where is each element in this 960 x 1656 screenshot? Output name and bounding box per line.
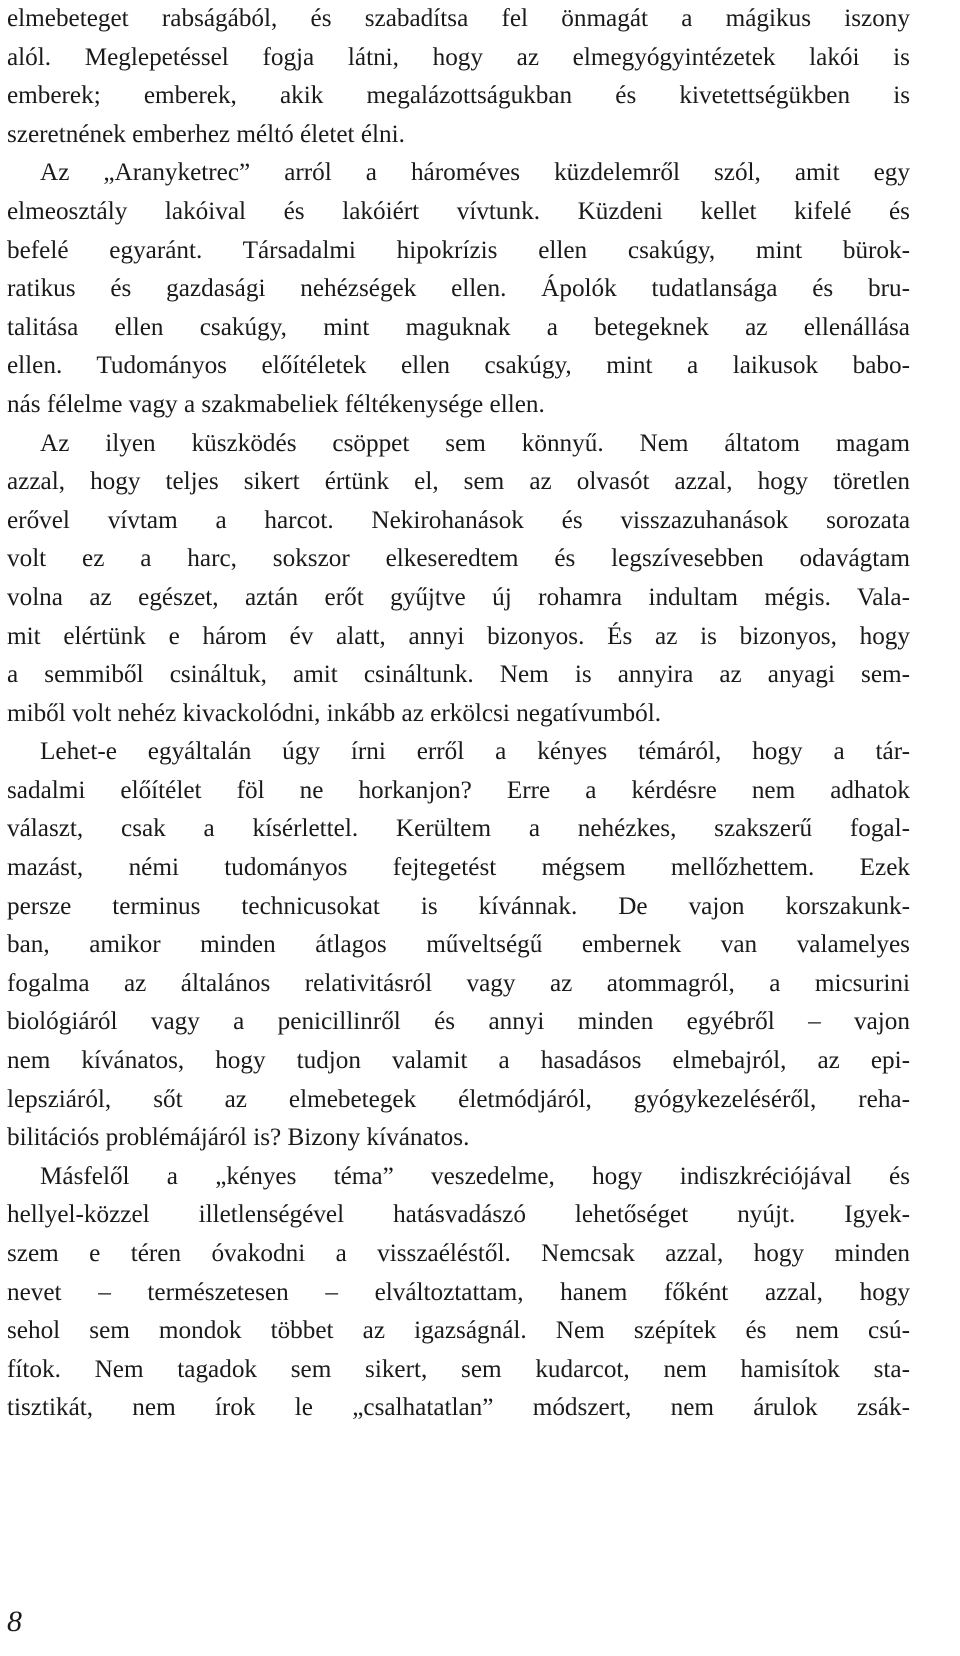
text-line: miből volt nehéz kivackolódni, inkább az erkölcsi negatívumból. xyxy=(7,699,662,727)
text-line: talitása ellen csakúgy, mint maguknak a betegeknek az ellenállása xyxy=(7,313,910,341)
text-line: erővel vívtam a harcot. Nekirohanások és visszazuhanások sorozata xyxy=(7,506,910,534)
text-line: sadalmi előítélet föl ne horkanjon? Erre a kérdésre nem adhatok xyxy=(7,776,910,804)
text-line: lepsziáról, sőt az elmebetegek életmódjáról, gyógykezeléséről, reha- xyxy=(7,1085,910,1113)
text-line: elmebeteget rabságából, és szabadítsa fel önmagát a mágikus iszony xyxy=(7,5,910,32)
text-line: biológiáról vagy a penicillinről és annyi minden egyébről – vajon xyxy=(7,1008,910,1036)
text-line: Lehet-e egyáltalán úgy írni erről a kényes témáról, hogy a tár- xyxy=(40,738,910,766)
text-line: persze terminus technicusokat is kívánnak. De vajon korszakunk- xyxy=(7,892,910,920)
text-line: Az „Aranyketrec” arról a hároméves küzdelemről szól, amit egy xyxy=(40,159,910,187)
text-line: bilitációs problémájáról is? Bizony kívánatos. xyxy=(7,1124,470,1152)
text-line: nevet – természetesen – elváltoztattam, hanem főként azzal, hogy xyxy=(7,1278,910,1306)
text-line: Az ilyen küszködés csöppet sem könnyű. Nem áltatom magam xyxy=(40,429,910,457)
text-line: választ, csak a kísérlettel. Kerültem a nehézkes, szakszerű fogal- xyxy=(7,815,910,843)
text-line: nem kívánatos, hogy tudjon valamit a hasadásos elmebajról, az epi- xyxy=(7,1047,910,1075)
text-line: Másfelől a „kényes téma” veszedelme, hogy indiszkréciójával és xyxy=(40,1162,910,1190)
text-line: fítok. Nem tagadok sem sikert, sem kudarcot, nem hamisítok sta- xyxy=(7,1355,910,1383)
text-line: sehol sem mondok többet az igazságnál. Nem szépítek és nem csú- xyxy=(7,1317,910,1345)
text-line: szem e téren óvakodni a visszaéléstől. Nemcsak azzal, hogy minden xyxy=(7,1240,910,1267)
text-line: mit elértünk e három év alatt, annyi bizonyos. És az is bizonyos, hogy xyxy=(7,622,910,650)
text-line: mazást, némi tudományos fejtegetést mégsem mellőzhettem. Ezek xyxy=(7,854,910,882)
page-number: 8 xyxy=(7,1605,22,1638)
text-line: ellen. Tudományos előítéletek ellen csakúgy, mint a laikusok babo- xyxy=(7,352,910,380)
text-line: volt ez a harc, sokszor elkeseredtem és legszívesebben odavágtam xyxy=(7,545,910,573)
text-line: hellyel-közzel illetlenségével hatásvadászó lehetőséget nyújt. Igyek- xyxy=(7,1201,910,1229)
text-line: emberek; emberek, akik megalázottságukban és kivetettségükben is xyxy=(7,82,910,110)
body-text xyxy=(7,0,910,1428)
text-line: volna az egészet, aztán erőt gyűjtve új rohamra indultam mégis. Vala- xyxy=(7,583,910,611)
text-line: azzal, hogy teljes sikert értünk el, sem az olvasót azzal, hogy töretlen xyxy=(7,468,910,496)
text-line: tisztikát, nem írok le „csalhatatlan” módszert, nem árulok zsák- xyxy=(7,1394,910,1422)
text-line: szeretnének emberhez méltó életet élni. xyxy=(7,120,405,148)
text-line: a semmiből csináltuk, amit csináltunk. Nem is annyira az anyagi sem- xyxy=(7,661,910,689)
text-line: elmeosztály lakóival és lakóiért vívtunk. Küzdeni kellet kifelé és xyxy=(7,197,910,225)
text-line: ban, amikor minden átlagos műveltségű embernek van valamelyes xyxy=(7,931,910,959)
text-line: alól. Meglepetéssel fogja látni, hogy az elmegyógyintézetek lakói is xyxy=(7,43,910,71)
text-line: befelé egyaránt. Társadalmi hipokrízis ellen csakúgy, mint bürok- xyxy=(7,236,910,264)
text-line: fogalma az általános relativitásról vagy az atommagról, a micsurini xyxy=(7,969,910,997)
text-line: nás félelme vagy a szakmabeliek féltékenysége ellen. xyxy=(7,390,545,418)
text-line: ratikus és gazdasági nehézségek ellen. Ápolók tudatlansága és bru- xyxy=(7,275,910,303)
